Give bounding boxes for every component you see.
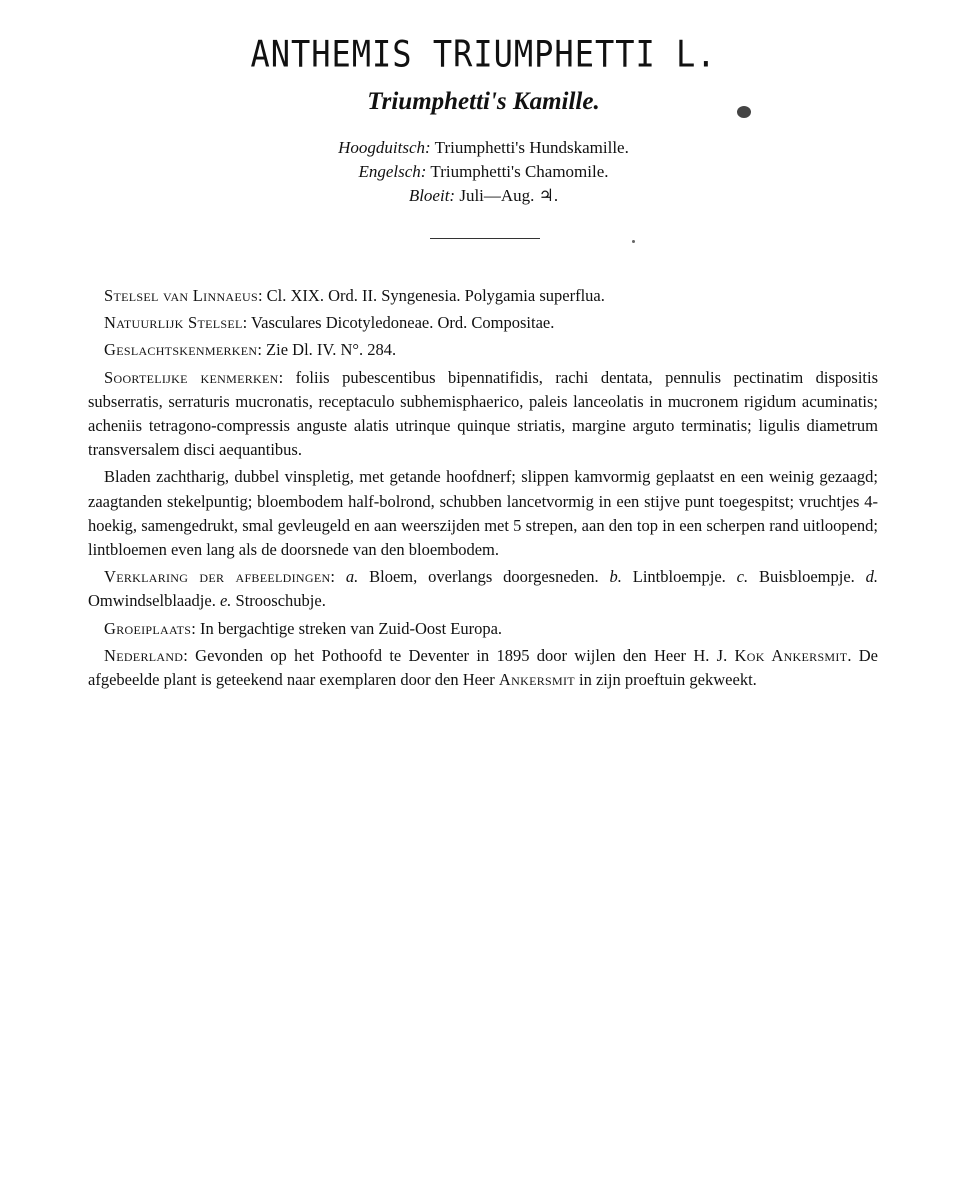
habitat: Groeiplaats: In bergachtige streken van Zuid-Oost Europa. [104,618,503,638]
ink-blot [737,106,751,118]
name-line-english: Engelsch: Triumphetti's Chamomile. [358,162,609,181]
name-line-bloom: Bloeit: Juli—Aug. ♃. [408,186,559,205]
divider [430,238,540,239]
linnaeus-system: Stelsel van Linnaeus: Cl. XIX. Ord. II. Syngenesia. Polygamia superflua. [104,286,605,305]
natural-system: Natuurlijk Stelsel: Vasculares Dicotyledoneae. Ord. Compositae. [104,313,555,333]
genus-characters: Geslachtskenmerken: Zie Dl. IV. N°. 284. [104,340,397,360]
body-text [88,284,878,695]
page-title: ANTHEMIS TRIUMPHETTI L. [250,32,717,76]
ink-speck [632,240,635,243]
page-subtitle: Triumphetti's Kamille. [367,88,600,115]
name-line-german: Hoogduitsch: Triumphetti's Hundskamille. [338,138,629,157]
netherlands: Nederland: Gevonden op het Pothoofd te Deventer in 1895 door wijlen den Heer H. J. Kok Ankersmit. De afgebeelde plant is geteekend naar exemplaren door den Heer Ankersmit in zijn proeftuin gekweekt. [88,645,878,690]
description: Bladen zachtharig, dubbel vinspletig, met getande hoofdnerf; slippen kamvormig geplaatst en een weinig gezaagd; zaagtanden stekelpuntig; bloembodem half-bolrond, schubben lancetvormig in een stijve punt toegespitst; vruchtjes 4-hoekig, samengedrukt, smal gevleugeld en aan weerszijden met 5 strepen, aan den top in een scherpen rand uitloopend; lintbloemen even lang als de doorsnede van den bloembodem. [88,467,878,560]
common-names [0,136,967,208]
figure-explanation: Verklaring der afbeeldingen: a. Bloem, overlangs doorgesneden. b. Lintbloempje. c. Buisbloempje. d. Omwindselblaadje. e. Strooschubje. [88,567,879,611]
species-characters: Soortelijke kenmerken: foliis pubescentibus bipennatifidis, rachi dentata, pennulis pectinatim dispositis subserratis, serraturis mucronatis, receptaculo subhemisphaerico, paleis lanceolatis in mucronem rigidum acuminatis; acheniis tetragono-compressis anguste alatis utrinque quinque striatis, margine arguto terminatis; ligulis diametrum transversalem disci aequantibus. [88,367,878,460]
